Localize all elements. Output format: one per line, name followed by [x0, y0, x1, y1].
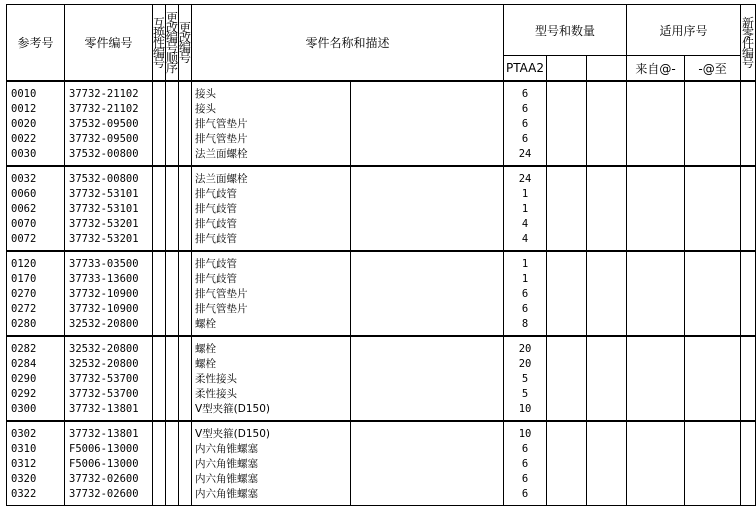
ref-value: 0032: [11, 173, 37, 185]
qty-blank-cell: [547, 251, 587, 336]
ref-cell: [7, 421, 65, 506]
ref-value: 0070: [11, 218, 37, 230]
part-name-value: 螺栓: [195, 358, 216, 370]
qty-ptaa2-value: 6: [521, 488, 529, 500]
part-no-value: 37732-53700: [69, 388, 139, 400]
qty-ptaa2-value: 5: [521, 388, 529, 400]
description-cell: [351, 336, 504, 421]
header-name: 零件名称和描述: [192, 5, 504, 82]
ref-cell: [7, 336, 65, 421]
part-name-value: 排气管垫片: [195, 303, 248, 315]
part-name-cell: [192, 251, 351, 336]
part-name-value: 排气歧管: [195, 188, 237, 200]
part-name-value: 接头: [195, 88, 216, 100]
part-no-value: 37732-53201: [69, 218, 139, 230]
serial-from-cell: [627, 251, 685, 336]
part-name-value: 内六角锥螺塞: [195, 473, 258, 485]
part-name-value: 接头: [195, 103, 216, 115]
ref-value: 0312: [11, 458, 37, 470]
qty-ptaa2-value: 20: [518, 358, 532, 370]
header-serial-from: 来自@-: [627, 56, 685, 82]
row-group: [7, 421, 756, 506]
row-group: [7, 336, 756, 421]
qty-blank-cell: [547, 421, 587, 506]
table-row: [7, 81, 756, 166]
ref-value: 0300: [11, 403, 37, 415]
qty-ptaa2-value: 6: [521, 458, 529, 470]
ref-value: 0284: [11, 358, 37, 370]
row-group: [7, 166, 756, 251]
part-name-value: 内六角锥螺塞: [195, 488, 258, 500]
ref-value: 0322: [11, 488, 37, 500]
new-part-cell: [741, 421, 756, 506]
header-model-blank-2: [587, 56, 627, 82]
qty-ptaa2-value: 4: [521, 233, 529, 245]
change-no-cell: [179, 421, 192, 506]
qty-ptaa2-value: 6: [521, 288, 529, 300]
interchange-cell: [153, 421, 166, 506]
part-no-value: F5006-13000: [69, 443, 139, 455]
part-no-cell: [65, 251, 153, 336]
qty-ptaa2-value: 6: [521, 133, 529, 145]
part-no-value: 37732-53201: [69, 233, 139, 245]
part-no-cell: [65, 336, 153, 421]
part-name-value: 螺栓: [195, 318, 216, 330]
interchange-cell: [153, 336, 166, 421]
part-no-value: 37532-00800: [69, 173, 139, 185]
part-name-value: 法兰面螺栓: [195, 173, 248, 185]
part-no-cell: [65, 421, 153, 506]
part-name-value: 排气管垫片: [195, 288, 248, 300]
serial-from-cell: [627, 421, 685, 506]
part-no-value: 37532-00800: [69, 148, 139, 160]
description-cell: [351, 421, 504, 506]
ref-value: 0320: [11, 473, 37, 485]
ref-value: 0292: [11, 388, 37, 400]
description-cell: [351, 81, 504, 166]
interchange-cell: [153, 251, 166, 336]
change-no-cell: [179, 336, 192, 421]
qty-ptaa2-cell: [504, 81, 547, 166]
part-name-value: 排气歧管: [195, 218, 237, 230]
part-no-value: 37732-53101: [69, 188, 139, 200]
part-no-value: 37732-13801: [69, 403, 139, 415]
part-no-value: 37732-02600: [69, 473, 139, 485]
header-model-qty: 型号和数量: [504, 5, 627, 56]
header-model-blank-1: [547, 56, 587, 82]
part-no-value: 32532-20800: [69, 343, 139, 355]
part-no-value: 37532-09500: [69, 118, 139, 130]
header-model-ptaa2: PTAA2: [504, 56, 547, 82]
qty-blank-cell: [547, 336, 587, 421]
serial-to-cell: [685, 336, 741, 421]
qty-ptaa2-value: 6: [521, 473, 529, 485]
header-part-no: 零件编号: [65, 5, 153, 82]
qty-ptaa2-value: 4: [521, 218, 529, 230]
qty-ptaa2-cell: [504, 336, 547, 421]
part-name-value: 柔性接头: [195, 388, 237, 400]
part-no-value: 37732-13801: [69, 428, 139, 440]
parts-table: [6, 4, 756, 506]
part-name-value: 排气歧管: [195, 203, 237, 215]
qty-ptaa2-value: 6: [521, 303, 529, 315]
new-part-cell: [741, 81, 756, 166]
part-no-value: 37732-02600: [69, 488, 139, 500]
header-serial: 适用序号: [627, 5, 741, 56]
ref-value: 0282: [11, 343, 37, 355]
qty-ptaa2-value: 24: [518, 173, 532, 185]
header-interchange: 互换性编号: [153, 5, 166, 82]
part-name-value: 排气歧管: [195, 273, 237, 285]
part-no-value: 37732-53101: [69, 203, 139, 215]
header-change-no: 更改编号: [179, 5, 192, 82]
part-name-value: 螺栓: [195, 343, 216, 355]
serial-to-cell: [685, 81, 741, 166]
serial-to-cell: [685, 166, 741, 251]
part-name-value: 法兰面螺栓: [195, 148, 248, 160]
part-name-cell: [192, 336, 351, 421]
part-name-cell: [192, 166, 351, 251]
serial-from-cell: [627, 81, 685, 166]
part-no-value: 37733-03500: [69, 258, 139, 270]
ref-value: 0062: [11, 203, 37, 215]
ref-value: 0072: [11, 233, 37, 245]
change-order-cell: [166, 251, 179, 336]
header-serial-to: -@至: [685, 56, 741, 82]
ref-cell: [7, 81, 65, 166]
change-order-cell: [166, 81, 179, 166]
ref-value: 0022: [11, 133, 37, 145]
part-no-value: F5006-13000: [69, 458, 139, 470]
ref-value: 0270: [11, 288, 37, 300]
table-row: [7, 166, 756, 251]
ref-value: 0020: [11, 118, 37, 130]
qty-ptaa2-value: 20: [518, 343, 532, 355]
ref-value: 0170: [11, 273, 37, 285]
serial-from-cell: [627, 336, 685, 421]
part-name-value: 排气歧管: [195, 233, 237, 245]
part-no-cell: [65, 81, 153, 166]
change-no-cell: [179, 251, 192, 336]
qty-ptaa2-value: 10: [518, 428, 532, 440]
new-part-cell: [741, 336, 756, 421]
qty-blank-cell: [587, 81, 627, 166]
qty-ptaa2-value: 5: [521, 373, 529, 385]
part-no-value: 32532-20800: [69, 358, 139, 370]
change-order-cell: [166, 166, 179, 251]
serial-to-cell: [685, 421, 741, 506]
qty-ptaa2-value: 6: [521, 103, 529, 115]
part-name-value: 排气歧管: [195, 258, 237, 270]
qty-blank-cell: [587, 421, 627, 506]
qty-blank-cell: [587, 166, 627, 251]
part-name-value: 内六角锥螺塞: [195, 458, 258, 470]
row-group: [7, 81, 756, 166]
part-name-value: 内六角锥螺塞: [195, 443, 258, 455]
ref-value: 0272: [11, 303, 37, 315]
row-group: [7, 251, 756, 336]
qty-blank-cell: [547, 81, 587, 166]
part-no-value: 37733-13600: [69, 273, 139, 285]
part-name-cell: [192, 421, 351, 506]
qty-ptaa2-value: 1: [521, 258, 529, 270]
description-cell: [351, 251, 504, 336]
part-no-cell: [65, 166, 153, 251]
change-order-cell: [166, 336, 179, 421]
qty-ptaa2-value: 6: [521, 118, 529, 130]
part-no-value: 32532-20800: [69, 318, 139, 330]
interchange-cell: [153, 81, 166, 166]
part-name-value: V型夹箍(D150): [195, 428, 271, 440]
ref-cell: [7, 251, 65, 336]
part-name-cell: [192, 81, 351, 166]
part-name-value: 排气管垫片: [195, 133, 248, 145]
serial-to-cell: [685, 251, 741, 336]
table-header: [7, 5, 756, 82]
qty-ptaa2-value: 1: [521, 273, 529, 285]
ref-value: 0030: [11, 148, 37, 160]
table-row: [7, 421, 756, 506]
qty-blank-cell: [547, 166, 587, 251]
part-name-value: 柔性接头: [195, 373, 237, 385]
qty-ptaa2-value: 8: [521, 318, 529, 330]
qty-ptaa2-value: 6: [521, 443, 529, 455]
part-no-value: 37732-21102: [69, 88, 139, 100]
part-no-value: 37732-53700: [69, 373, 139, 385]
table-row: [7, 336, 756, 421]
table-row: [7, 251, 756, 336]
new-part-cell: [741, 166, 756, 251]
qty-ptaa2-cell: [504, 166, 547, 251]
interchange-cell: [153, 166, 166, 251]
ref-cell: [7, 166, 65, 251]
change-no-cell: [179, 81, 192, 166]
serial-from-cell: [627, 166, 685, 251]
ref-value: 0310: [11, 443, 37, 455]
ref-value: 0290: [11, 373, 37, 385]
qty-ptaa2-value: 24: [518, 148, 532, 160]
ref-value: 0060: [11, 188, 37, 200]
header-change-order: 更改编号顺序: [166, 5, 179, 82]
qty-ptaa2-cell: [504, 421, 547, 506]
qty-blank-cell: [587, 251, 627, 336]
header-new-part: 新零件编号: [741, 5, 756, 82]
part-no-value: 37732-09500: [69, 133, 139, 145]
part-name-value: V型夹箍(D150): [195, 403, 271, 415]
ref-value: 0120: [11, 258, 37, 270]
qty-ptaa2-value: 10: [518, 403, 532, 415]
part-no-value: 37732-21102: [69, 103, 139, 115]
ref-value: 0302: [11, 428, 37, 440]
change-order-cell: [166, 421, 179, 506]
part-no-value: 37732-10900: [69, 303, 139, 315]
ref-value: 0012: [11, 103, 37, 115]
ref-value: 0280: [11, 318, 37, 330]
qty-ptaa2-value: 1: [521, 203, 529, 215]
qty-blank-cell: [587, 336, 627, 421]
qty-ptaa2-value: 1: [521, 188, 529, 200]
qty-ptaa2-cell: [504, 251, 547, 336]
header-ref: 参考号: [7, 5, 65, 82]
part-name-value: 排气管垫片: [195, 118, 248, 130]
description-cell: [351, 166, 504, 251]
ref-value: 0010: [11, 88, 37, 100]
part-no-value: 37732-10900: [69, 288, 139, 300]
new-part-cell: [741, 251, 756, 336]
change-no-cell: [179, 166, 192, 251]
qty-ptaa2-value: 6: [521, 88, 529, 100]
